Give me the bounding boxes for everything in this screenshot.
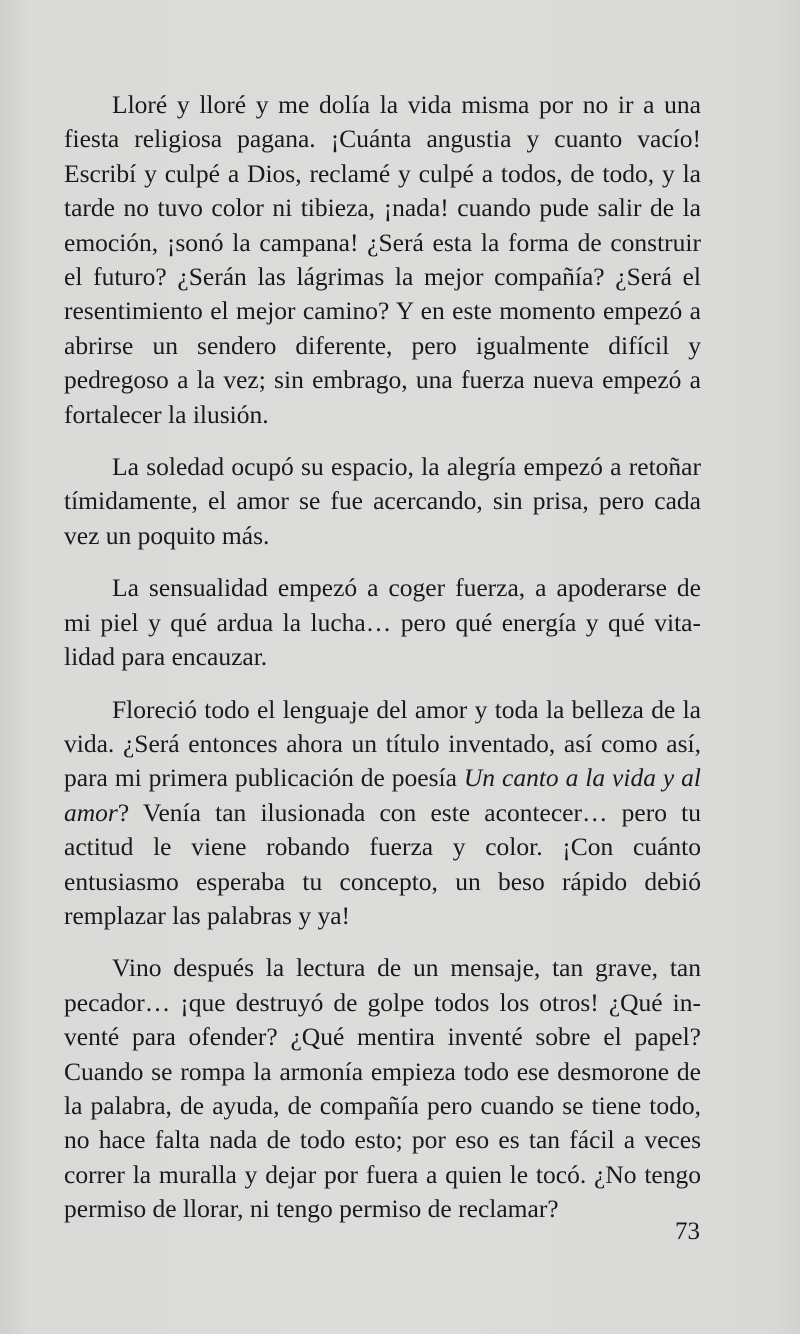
body-text <box>64 88 701 1227</box>
paragraph-5: Vino después la lectura de un mensaje, tan grave, tan pecador… ¡que destruyó de golpe todos los otros! ¿Qué inventé para ofender? ¿Qué mentira inventé sobre el papel? Cuando se rompa la armonía empieza todo ese desmorone de la palabra, de ayuda, de compañía pero cuando se tiene todo, no hace falta nada de todo esto; por eso es tan fácil a veces correr la muralla y dejar por fuera a quien le tocó. ¿No tengo permiso de llorar, ni tengo permiso de reclamar? <box>64 953 701 1224</box>
paragraph-4 <box>64 693 701 934</box>
paragraph-3: La sensualidad empezó a coger fuerza, a apoderarse de mi piel y qué ardua la lucha… pero qué energía y qué vitalidad para encauzar. <box>64 573 701 672</box>
paragraph-4-text-before: Floreció todo el lenguaje del amor y toda la belleza de la vida. ¿Será entonces ahora un título inventado, así como así, para mi primera publicación de poesía <box>64 694 701 793</box>
book-title: Un canto a la vida y al amor <box>64 763 701 827</box>
paragraph-4-text-after: ? Venía tan ilusionada con este acontecer… pero tu actitud le viene robando fuerza y color. ¡Con cuánto entusiasmo esperaba tu concepto, un beso rápido debió remplazar las palabras y ya! <box>64 797 701 930</box>
page-number: 73 <box>675 1218 700 1245</box>
paragraph-2: La soledad ocupó su espacio, la alegría empezó a retoñar tímidamente, el amor se fue acercando, sin prisa, pero cada vez un poquito más. <box>64 452 701 550</box>
paragraph-1: Lloré y lloré y me dolía la vida misma por no ir a una fiesta religiosa pagana. ¡Cuánta angustia y cuanto vacío! Escribí y culpé a Dios, reclamé y culpé a todos, de todo, y la tarde no tuvo color ni tibieza, ¡nada! cuando pude salir de la emoción, ¡sonó la campana! ¿Será esta la forma de construir el futuro? ¿Serán las lágrimas la mejor compañía? ¿Será el resentimiento el mejor camino? Y en este momento empezó a abrirse un sendero diferente, pero igualmente difícil y pedregoso a la vez; sin embrago, una fuerza nueva empezó a fortalecer la ilusión. <box>64 90 701 429</box>
